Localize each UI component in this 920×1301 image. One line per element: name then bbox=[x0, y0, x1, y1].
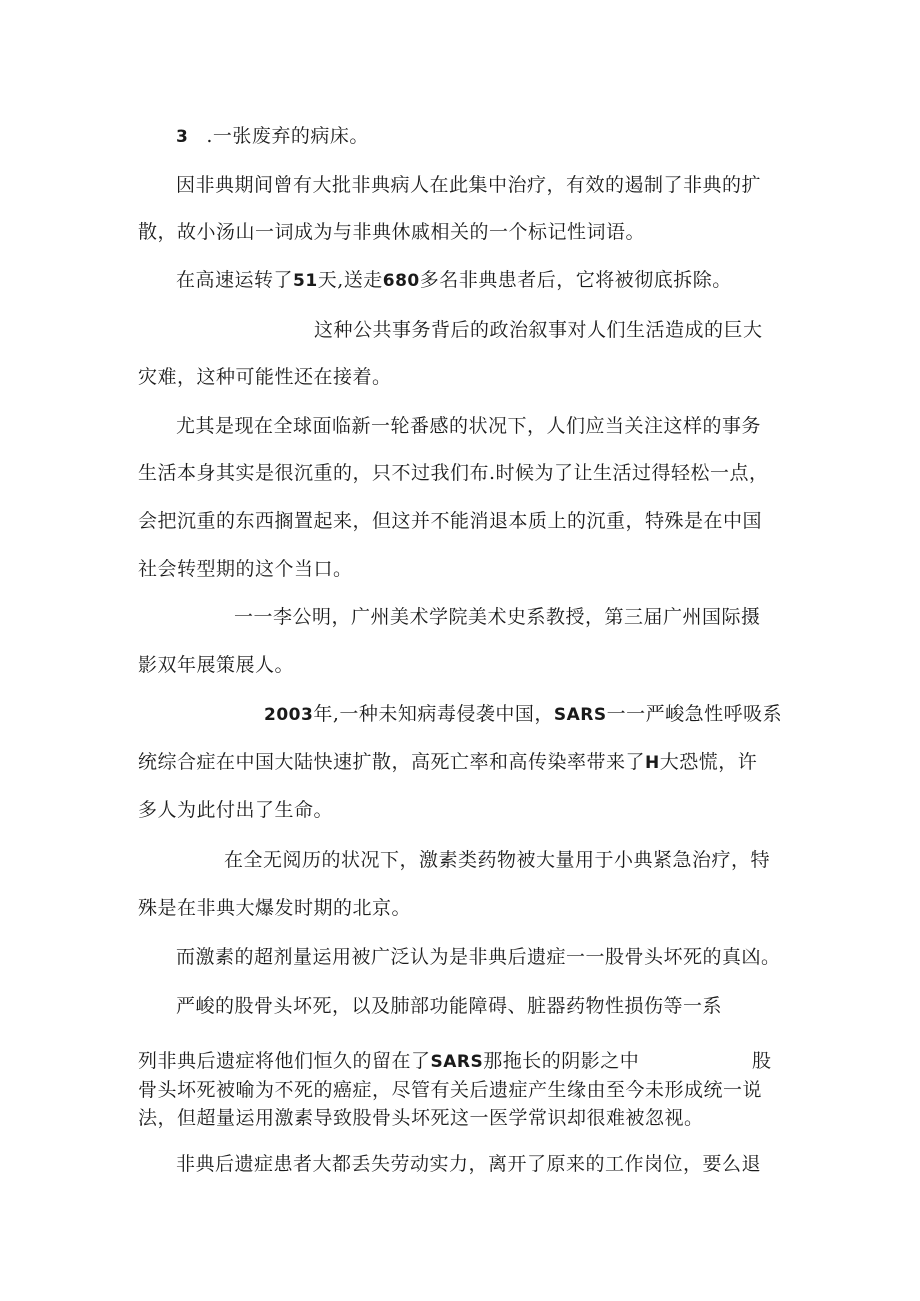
abbr-span: SARS bbox=[553, 705, 607, 725]
text-span: 多名非典患者后，它将被彻底拆除。 bbox=[419, 269, 732, 291]
paragraph-1-line-1 bbox=[176, 124, 369, 149]
paragraph-4-line-1: 这种公共事务背后的政治叙事对人们生活造成的巨大 bbox=[314, 319, 763, 341]
paragraph-10-line-3: 骨头坏死被喻为不死的癌症，尽管有关后遗症产生缘由至今未形成统一说 bbox=[138, 1079, 763, 1101]
text-span: 在高速运转了 bbox=[176, 269, 294, 291]
paragraph-10-line-2-end: 股 bbox=[752, 1050, 772, 1072]
list-number: 3 bbox=[176, 127, 189, 147]
paragraph-7-line-1 bbox=[264, 702, 782, 727]
paragraph-7-line-3: 多人为此付出了生命。 bbox=[138, 799, 334, 821]
number-span: 680 bbox=[382, 271, 420, 291]
text-span: 统综合症在中国大陆快速扩散，高死亡率和高传染率带来了 bbox=[138, 751, 646, 773]
paragraph-text: .一张废弃的病床。 bbox=[206, 125, 369, 147]
paragraph-5-line-4: 社会转型期的这个当口。 bbox=[138, 558, 353, 580]
paragraph-10-line-4: 法，但超量运用激素导致股骨头坏死这一医学常识却很难被忽视。 bbox=[138, 1107, 704, 1129]
paragraph-6-line-2: 影双年展策展人。 bbox=[138, 654, 295, 676]
paragraph-6-line-1: 一一李公明，广州美术学院美术史系教授，第三届广州国际摄 bbox=[234, 606, 761, 628]
paragraph-2-line-2: 散，故小汤山一词成为与非典休戚相关的一个标记性词语。 bbox=[138, 221, 646, 243]
paragraph-7-line-2 bbox=[138, 750, 757, 775]
paragraph-2-line-1: 因非典期间曾有大批非典病人在此集中治疗，有效的遏制了非典的扩 bbox=[176, 174, 762, 196]
paragraph-8-line-1: 在全无阅历的状况下，激素类药物被大量用于小典紧急治疗，特 bbox=[224, 849, 771, 871]
text-span: 年,一种未知病毒侵袭中国， bbox=[313, 703, 554, 725]
abbr-span: SARS bbox=[430, 1052, 484, 1072]
paragraph-4-line-2: 灾难，这种可能性还在接着。 bbox=[138, 366, 392, 388]
paragraph-8-line-2: 殊是在非典大爆发时期的北京。 bbox=[138, 897, 412, 919]
paragraph-5-line-2: 生活本身其实是很沉重的，只不过我们布.时候为了让生活过得轻松一点， bbox=[138, 462, 769, 484]
text-span: 大恐慌，许 bbox=[659, 751, 758, 773]
paragraph-5-line-3: 会把沉重的东西搁置起来，但这并不能消退本质上的沉重，特殊是在中国 bbox=[138, 510, 763, 532]
text-span: 列非典后遗症将他们恒久的留在了 bbox=[138, 1050, 431, 1072]
paragraph-9-line-1: 而激素的超剂量运用被广泛认为是非典后遗症一一股骨头坏死的真凶。 bbox=[176, 946, 781, 968]
paragraph-10-line-2 bbox=[138, 1049, 639, 1074]
text-span: 天,送走 bbox=[317, 269, 383, 291]
text-span: 一一严峻急性呼吸系 bbox=[606, 703, 783, 725]
number-span: 51 bbox=[293, 271, 318, 291]
text-span: 那拖长的阴影之中 bbox=[483, 1050, 640, 1072]
paragraph-11-line-1: 非典后遗症患者大都丢失劳动实力，离开了原来的工作岗位，要么退 bbox=[176, 1153, 762, 1175]
paragraph-3-line-1 bbox=[176, 268, 732, 293]
number-span: 2003 bbox=[264, 705, 314, 725]
paragraph-10-line-1: 严峻的股骨头坏死，以及肺部功能障碍、脏器药物性损伤等一系 bbox=[176, 995, 723, 1017]
letter-span: H bbox=[645, 753, 660, 773]
paragraph-5-line-1: 尤其是现在全球面临新一轮番感的状况下，人们应当关注这样的事务 bbox=[176, 415, 762, 437]
